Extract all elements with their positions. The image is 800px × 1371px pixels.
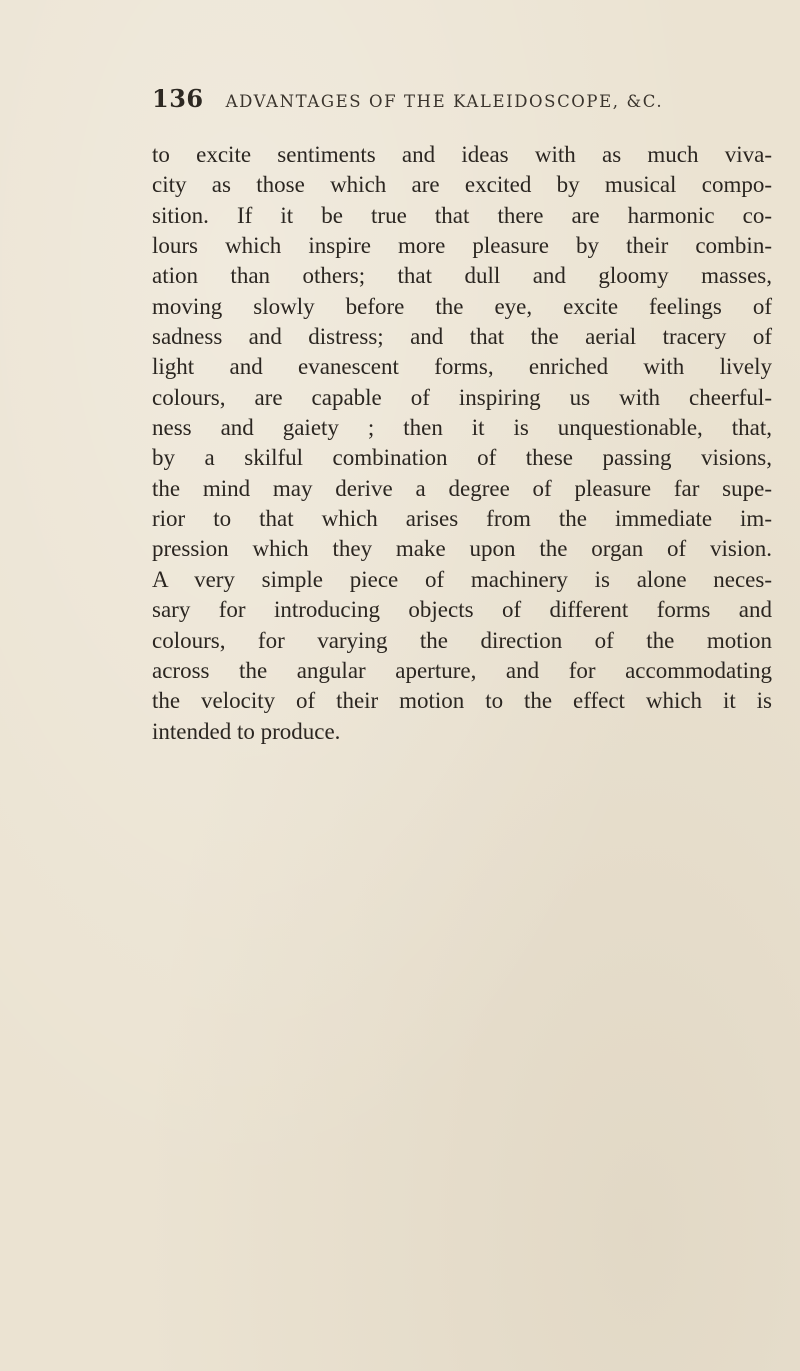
text-line: ness and gaiety ; then it is unquestionable, that,	[152, 415, 772, 441]
text-line: colours, are capable of inspiring us with cheerful-	[152, 384, 772, 410]
text-line: colours, for varying the direction of the motion	[152, 627, 772, 653]
text-line: light and evanescent forms, enriched with lively	[152, 354, 772, 380]
text-line: the velocity of their motion to the effect which it is	[152, 688, 772, 714]
text-line: ation than others; that dull and gloomy masses,	[152, 263, 772, 289]
text-line: A very simple piece of machinery is alone neces-	[152, 566, 772, 592]
text-line: across the angular aperture, and for accommodating	[152, 657, 772, 683]
text-line: sition. If it be true that there are harmonic co-	[152, 202, 772, 228]
text-line: the mind may derive a degree of pleasure far supe-	[152, 475, 772, 501]
running-head: ADVANTAGES OF THE KALEIDOSCOPE, &C.	[225, 92, 664, 111]
body-text	[152, 140, 772, 747]
text-line: sary for introducing objects of different forms and	[152, 597, 772, 623]
text-line: city as those which are excited by musical compo-	[152, 172, 772, 198]
text-line: by a skilful combination of these passing visions,	[152, 445, 772, 471]
page-header	[152, 84, 772, 124]
text-line: sadness and distress; and that the aerial tracery of	[152, 324, 772, 350]
text-line: moving slowly before the eye, excite feelings of	[152, 293, 772, 319]
text-line: pression which they make upon the organ of vision.	[152, 536, 772, 562]
text-line: rior to that which arises from the immediate im-	[152, 506, 772, 532]
text-line: to excite sentiments and ideas with as much viva-	[152, 142, 772, 167]
text-line: lours which inspire more pleasure by their combin-	[152, 233, 772, 259]
text-line: intended to produce.	[152, 718, 341, 744]
page-number: 136	[152, 84, 204, 113]
